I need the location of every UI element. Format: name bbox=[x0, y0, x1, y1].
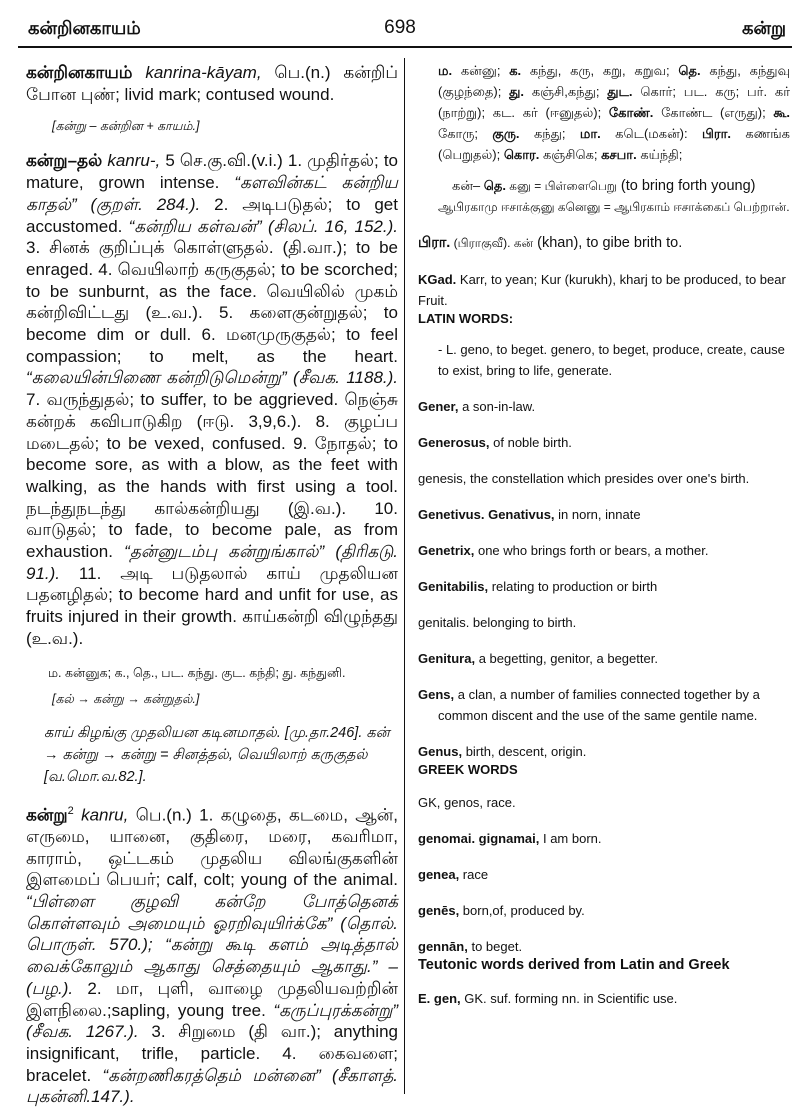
term: Genitura, bbox=[418, 651, 476, 666]
gloss: genesis, the constellation which presides over one's birth. bbox=[418, 471, 750, 486]
latin-word-item bbox=[418, 741, 790, 762]
transliteration: kanrina-kāyam, bbox=[145, 63, 262, 82]
language-abbr: துட. bbox=[607, 84, 633, 99]
latin-word-item bbox=[418, 468, 790, 489]
language-abbr: தெ. bbox=[483, 178, 506, 193]
language-abbr: KGad. bbox=[418, 272, 457, 287]
term: Generosus, bbox=[418, 435, 490, 450]
derivation-note: [கல் → கன்று → கன்றுதல்.] bbox=[52, 691, 200, 706]
language-abbr: கோண். bbox=[608, 105, 654, 120]
gloss: a clan, a number of families connected together by a common discent and the use of the same gentile name. bbox=[438, 687, 760, 723]
definition-text: 11. அடி படுதலால் காய் முதலியன பதனழிதல்; to become hard and unfit for use, as fruits injured in their growth. காய்கன்றி விழுந்தது (உ.வ.). bbox=[26, 563, 398, 648]
term: Genetivus. Genativus, bbox=[418, 507, 555, 522]
latin-word-item bbox=[418, 612, 790, 633]
teutonic-heading: Teutonic words derived from Latin and Greek bbox=[418, 957, 730, 973]
cognate bbox=[580, 126, 702, 141]
citation: “களவின்கட் கன்றிய காதல்” (குறள். 284.). bbox=[26, 173, 399, 214]
citation: “கன்றிய கள்வன்” (சிலப். 16, 152.). bbox=[128, 216, 398, 236]
latin-word-item bbox=[418, 540, 790, 561]
cognate-text: கஞ்சி,கந்து; bbox=[524, 84, 608, 99]
etymology-note: காய் கிழங்கு முதலியன கடினமாதல். [மு.தா.246]. கன் → கன்று → கன்று = சினத்தல், வெயிலாற் கருகுதல் [வ.மொ.வ.82.]. bbox=[44, 724, 390, 785]
cognate-text: கோரு; bbox=[438, 126, 493, 141]
english-gloss: (khan), to gibe brith to. bbox=[533, 235, 683, 251]
gloss: race bbox=[459, 867, 489, 882]
latin-heading: LATIN WORDS: bbox=[418, 311, 514, 326]
definition-text: 3. சிறுமை (தி வா.); anything insignificant, trifle, particle. 4. கைவளை; bracelet. bbox=[26, 1022, 398, 1085]
definition-text: 2. மா, புளி, வாழை முதலியவற்றின் இளநிலை.;sapling, young tree. bbox=[26, 978, 398, 1020]
gloss: of noble birth. bbox=[489, 435, 572, 450]
telugu-gloss: கனு = பிள்ளைபெறு bbox=[505, 179, 617, 193]
left-column bbox=[26, 62, 398, 1108]
headword: கன்று bbox=[26, 805, 68, 825]
latin-word-item bbox=[418, 432, 790, 453]
headword: கன்று–தல் bbox=[26, 151, 103, 171]
term: Gens, bbox=[418, 687, 455, 702]
latin-word-item bbox=[418, 396, 790, 417]
latin-word-item bbox=[418, 576, 790, 597]
greek-word-item bbox=[418, 900, 790, 921]
cognate-text: கடெ(மகன்): bbox=[600, 126, 703, 141]
latin-words-list bbox=[418, 396, 790, 762]
term: genea, bbox=[418, 867, 460, 882]
derivation-note: [கன்று – கன்றின + காயம்.] bbox=[52, 119, 200, 134]
citation: “கருப்புரக்கன்று” (சீவக. 1267.). bbox=[26, 1000, 398, 1042]
cognate-text: கஞ்சிகெ; bbox=[539, 147, 602, 162]
gloss: GK, genos, race. bbox=[418, 795, 516, 810]
cognate bbox=[609, 105, 773, 120]
telugu-example: ஆபிரகாமு ஈசாக்குனு கனெனு = ஆபிரகாம் ஈசாக்கைப் பெற்றான். bbox=[438, 200, 790, 214]
greek-heading: GREEK WORDS bbox=[418, 762, 518, 777]
cognate-text: கந்து, கந்துவு (குழந்தை); bbox=[438, 63, 791, 99]
gloss: a son-in-law. bbox=[458, 399, 536, 414]
language-abbr: குரு. bbox=[492, 126, 520, 141]
citation: “தன்னுடம்பு கன்றுங்கால்” (திரிகடு. 91.). bbox=[26, 542, 398, 583]
term: Genetrix, bbox=[418, 543, 475, 558]
language-abbr: கசபா. bbox=[601, 147, 637, 162]
cognate-text: கோண்ட (எருது); bbox=[653, 105, 774, 120]
kgad-text: Karr, to yean; Kur (kurukh), kharj to be produced, to bear Fruit. bbox=[418, 272, 786, 308]
definition-text: 2. அடிபடுதல்; to get accustomed. bbox=[26, 194, 398, 236]
transliteration: kanru, bbox=[81, 805, 129, 825]
gloss: relating to production or birth bbox=[488, 579, 658, 594]
citation: “கன்றணிகரத்தெம் மன்னை” (சீகாளத். புகன்னி.147.). bbox=[26, 1065, 398, 1107]
cognate bbox=[438, 63, 509, 78]
headword: கன்றினகாயம் bbox=[26, 63, 133, 82]
language-abbr: தெ. bbox=[678, 63, 701, 78]
prefix: கன்– bbox=[452, 178, 484, 193]
cognate-text: கந்து, கரு, கறு, கறுவ; bbox=[521, 63, 679, 78]
gloss: I am born. bbox=[539, 831, 602, 846]
language-abbr: கூ. bbox=[773, 105, 790, 120]
gloss: a begetting, genitor, a begetter. bbox=[475, 651, 658, 666]
greek-word-item bbox=[418, 792, 790, 813]
header-right-guide-word: கன்று bbox=[741, 18, 786, 38]
column-divider bbox=[404, 58, 405, 1094]
cognates-block bbox=[418, 60, 790, 165]
gloss: one who brings forth or bears, a mother. bbox=[474, 543, 709, 558]
definition-text: 3. சினக் குறிப்புக் கொள்ளுதல். (தி.வா.); to be enraged. 4. வெயிலாற் கருகுதல்; to be scorched; to be sunburnt, as the face. வெயிலில் முகம் கன்றிவிட்டது (உ.வ.). 5. களைகுன்றுதல்; to become dim or dull. 6. மனமுருகுதல்; to feel compassion; to melt, as the heart. bbox=[26, 238, 398, 366]
citation: “கலையின்பிணை கன்றிடுமென்று” (சீவக. 1188.). bbox=[26, 368, 398, 388]
term: genomai. gignamai, bbox=[418, 831, 540, 846]
header-left-guide-word: கன்றினகாயம் bbox=[28, 18, 141, 38]
language-abbr: பிரா. bbox=[702, 126, 732, 141]
entry-kanru-2 bbox=[26, 801, 398, 1108]
language-abbr: ம. bbox=[438, 63, 453, 78]
cognate-text: கய்ந்தி; bbox=[636, 147, 683, 162]
latin-word-item bbox=[418, 684, 790, 726]
telugu-note bbox=[418, 175, 790, 197]
greek-word-item bbox=[418, 864, 790, 885]
brahui-note bbox=[418, 233, 790, 254]
cognate-text: கன்னு; bbox=[452, 63, 510, 78]
final-entry bbox=[418, 988, 790, 1009]
language-abbr: கொர. bbox=[503, 147, 540, 162]
gloss: to beget. bbox=[467, 939, 523, 954]
cognate bbox=[509, 63, 678, 78]
transliteration: kanru-, bbox=[107, 151, 161, 171]
superscript: 2 bbox=[67, 804, 74, 817]
language-abbr: து. bbox=[509, 84, 525, 99]
term: Gener, bbox=[418, 399, 459, 414]
language-abbr: மா. bbox=[579, 126, 601, 141]
cognate-text: கொர்; பட. கரு; பர். கர் (நாற்று); கட. கர் (ஈனுதல்); bbox=[438, 84, 791, 120]
cognate bbox=[504, 147, 601, 162]
english-gloss: (to bring forth young) bbox=[616, 178, 756, 194]
cognates-line: ம. கன்னுக; க., தெ., பட. கந்து. குட. கந்தி; து. கந்துனி. bbox=[48, 665, 346, 680]
latin-word-item bbox=[418, 504, 790, 525]
cognate bbox=[492, 126, 580, 141]
term: gennān, bbox=[418, 939, 468, 954]
cognate-text: கந்து; bbox=[519, 126, 580, 141]
page-header bbox=[0, 0, 800, 46]
header-rule bbox=[18, 46, 792, 48]
greek-word-item bbox=[418, 828, 790, 849]
cognate-text: கணங்க (பெறுதல்); bbox=[438, 126, 790, 162]
greek-words-list bbox=[418, 792, 790, 957]
definition-text: 5 செ.கு.வி.(v.i.) 1. முதிர்தல்; to mature, grown intense. bbox=[26, 151, 398, 193]
cognate bbox=[601, 147, 682, 162]
latin-word-item bbox=[418, 648, 790, 669]
kgad-note bbox=[418, 269, 790, 311]
definition-text: 7. வருந்துதல்; to suffer, to be aggrieved. நெஞ்சு கன்றக் கவிபாடுகிற (ஈடு. 3,9,6.). 8. குழப்ப மடைதல்; to be vexed, confused. 9. நோதல்; to become sore, as with a blow, as the feet with walking, as the hands with first using a tool. நடந்துநடந்து கால்கன்றியது (இ.வ.). 10. வாடுதல்; to fade, to become pale, as from exhaustion. bbox=[26, 390, 398, 562]
citation: “கன்று கூடி களம் அடித்தால் வைக்கோலும் ஆகாது செத்தையும் ஆகாது.” – (பழ.). bbox=[26, 935, 399, 998]
gloss: in norn, innate bbox=[554, 507, 641, 522]
term: Genitabilis, bbox=[418, 579, 489, 594]
latin-intro: - L. geno, to beget. genero, to beget, produce, create, cause to exist, bring to life, generate. bbox=[438, 342, 785, 378]
entry-kanrudal bbox=[26, 150, 398, 649]
right-column bbox=[418, 60, 790, 1009]
definition-text bbox=[153, 935, 166, 954]
term: genēs, bbox=[418, 903, 460, 918]
term: E. gen, bbox=[418, 991, 461, 1006]
greek-word-item bbox=[418, 936, 790, 957]
gloss: birth, descent, origin. bbox=[462, 744, 587, 759]
definition-text: பெ.(n.) 1. கழுதை, கடமை, ஆன், எருமை, யானை, குதிரை, மரை, கவரிமா, காராம், ஒட்டகம் முதலிய விலங்குகளின் இளமைப் பெயர்; calf, colt; young of the animal. bbox=[26, 805, 398, 890]
gloss: GK. suf. forming nn. in Scientific use. bbox=[460, 991, 678, 1006]
brahui-text: (பிராகுவீ). கன் bbox=[450, 236, 534, 250]
page-number: 698 bbox=[384, 17, 416, 38]
gloss: genitalis. belonging to birth. bbox=[418, 615, 577, 630]
gloss: born,of, produced by. bbox=[459, 903, 585, 918]
citation: “பிள்ளை குழவி கன்றே போத்தெனக் கொள்ளவும் அமையும் ஓரறிவுயிர்க்கே” (தொல். பொருள். 570.); bbox=[26, 892, 398, 955]
entry-kanrinakayam bbox=[26, 62, 398, 105]
language-abbr: க. bbox=[509, 63, 522, 78]
cognate bbox=[509, 84, 607, 99]
term: Genus, bbox=[418, 744, 463, 759]
language-abbr: பிரா. bbox=[418, 235, 451, 251]
definition: பெ.(n.) கன்றிப் போன புண்; livid mark; contused wound. bbox=[26, 63, 398, 104]
